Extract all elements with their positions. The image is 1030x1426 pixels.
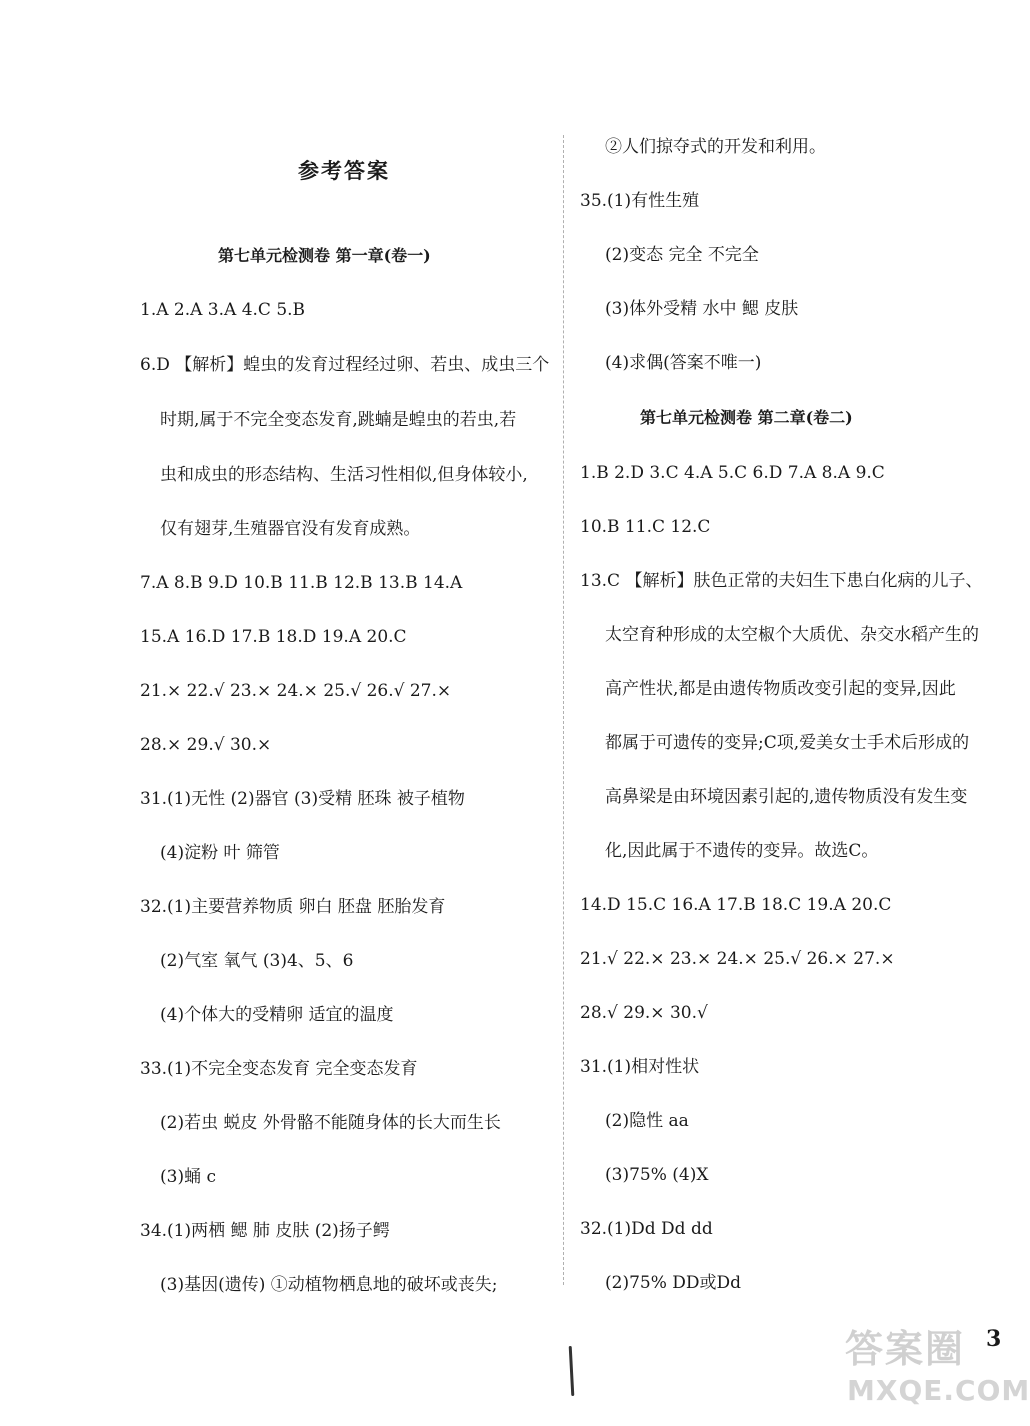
answer-line: 都属于可遗传的变异;C项,爱美女士手术后形成的: [605, 733, 970, 753]
page-title: 参考答案: [298, 158, 390, 183]
answer-line: 15.A 16.D 17.B 18.D 19.A 20.C: [140, 627, 407, 647]
answer-line: (2)若虫 蜕皮 外骨骼不能随身体的长大而生长: [160, 1113, 501, 1133]
answer-line: 时期,属于不完全变态发育,跳蝻是蝗虫的若虫,若: [160, 410, 517, 430]
answer-line: 21.√ 22.× 23.× 24.× 25.√ 26.× 27.×: [580, 949, 895, 969]
answer-line: 高鼻梁是由环境因素引起的,遗传物质没有发生变: [605, 787, 968, 807]
answer-line: 32.(1)Dd Dd dd: [580, 1219, 713, 1239]
answer-line: 34.(1)两栖 鳃 肺 皮肤 (2)扬子鳄: [140, 1221, 390, 1241]
answer-line: ②人们掠夺式的开发和利用。: [605, 137, 826, 157]
answer-line: 13.C 【解析】肤色正常的夫妇生下患白化病的儿子、: [580, 571, 983, 591]
answer-line: 31.(1)相对性状: [580, 1057, 700, 1077]
answer-line: 31.(1)无性 (2)器官 (3)受精 胚珠 被子植物: [140, 789, 465, 809]
answer-line: (2)变态 完全 不完全: [605, 245, 759, 265]
answer-line: 虫和成虫的形态结构、生活习性相似,但身体较小,: [160, 465, 528, 485]
answer-line: (3)体外受精 水中 鳃 皮肤: [605, 299, 799, 319]
answer-line: (2)75% DD或Dd: [605, 1273, 742, 1293]
column-divider: [563, 135, 564, 1285]
answer-line: 化,因此属于不遗传的变异。故选C。: [605, 841, 879, 861]
answer-line: (2)隐性 aa: [605, 1111, 689, 1131]
section-heading-2: 第七单元检测卷 第二章(卷二): [640, 408, 853, 427]
section-heading-1: 第七单元检测卷 第一章(卷一): [218, 246, 431, 265]
watermark-text: 答案圈: [845, 1327, 966, 1371]
answer-line: 33.(1)不完全变态发育 完全变态发育: [140, 1059, 418, 1079]
watermark-logo: [845, 1318, 1030, 1418]
page-number: 3: [986, 1326, 1002, 1352]
answer-line: 高产性状,都是由遗传物质改变引起的变异,因此: [605, 679, 956, 699]
answer-line: (4)求偶(答案不唯一): [605, 353, 762, 373]
answer-line: (2)气室 氧气 (3)4、5、6: [160, 951, 354, 971]
answer-line: 35.(1)有性生殖: [580, 191, 700, 211]
answer-line: 32.(1)主要营养物质 卵白 胚盘 胚胎发育: [140, 897, 446, 917]
answer-line: 28.√ 29.× 30.√: [580, 1003, 708, 1023]
answer-line: 21.× 22.√ 23.× 24.× 25.√ 26.√ 27.×: [140, 681, 452, 701]
answer-line: 7.A 8.B 9.D 10.B 11.B 12.B 13.B 14.A: [140, 573, 463, 593]
watermark-url: MXQE.COM: [847, 1374, 1030, 1407]
answer-line: 6.D 【解析】蝗虫的发育过程经过卵、若虫、成虫三个: [140, 355, 550, 375]
answer-line: 1.B 2.D 3.C 4.A 5.C 6.D 7.A 8.A 9.C: [580, 463, 885, 483]
pen-mark: [569, 1346, 575, 1396]
answer-line: (3)基因(遗传) ①动植物栖息地的破坏或丧失;: [160, 1275, 498, 1295]
answer-line: 太空育种形成的太空椒个大质优、杂交水稻产生的: [605, 625, 979, 645]
answer-line: (4)淀粉 叶 筛管: [160, 843, 280, 863]
answer-line: (3)75% (4)X: [605, 1165, 709, 1185]
answer-line: (3)蛹 c: [160, 1167, 217, 1187]
answer-line: 10.B 11.C 12.C: [580, 517, 711, 537]
answer-line: 1.A 2.A 3.A 4.C 5.B: [140, 300, 306, 320]
answer-line: 14.D 15.C 16.A 17.B 18.C 19.A 20.C: [580, 895, 892, 915]
answer-line: (4)个体大的受精卵 适宜的温度: [160, 1005, 394, 1025]
answer-line: 28.× 29.√ 30.×: [140, 735, 272, 755]
answer-line: 仅有翅芽,生殖器官没有发育成熟。: [160, 519, 421, 539]
